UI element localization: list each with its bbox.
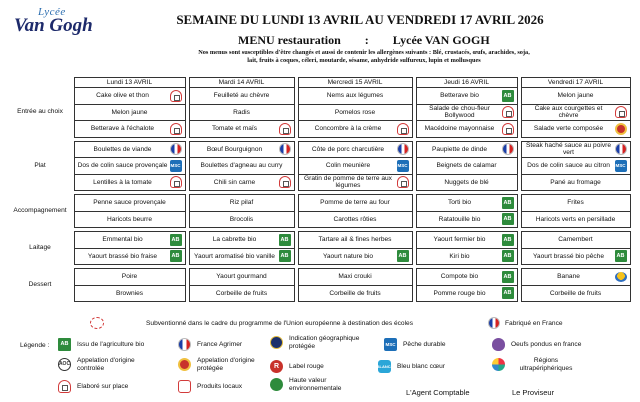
menu-cell — [416, 104, 517, 121]
dish-name: Feuilleté au chèvre — [213, 92, 270, 99]
menu-row — [10, 269, 630, 286]
aop-icon — [615, 123, 627, 135]
ab-icon: AB — [502, 234, 514, 246]
sun-icon — [615, 272, 627, 282]
ab-icon: AB — [502, 213, 514, 225]
flag-icon — [397, 143, 409, 155]
flag-icon — [488, 317, 500, 329]
legend-item-peche — [384, 338, 446, 351]
menu-cell — [189, 121, 294, 138]
msc-icon: MSC — [615, 160, 627, 172]
category-label: Entrée au choix — [17, 108, 63, 116]
aop-icon — [178, 358, 191, 371]
funding-text: Subventionné dans le cadre du programme de l'Union européenne à destination des écoles — [146, 320, 414, 327]
menu-cell — [74, 141, 185, 158]
menu-cell — [298, 248, 412, 265]
menu-cell — [189, 285, 294, 302]
legend-label: Produits locaux — [197, 382, 243, 390]
subtitle-separator: : — [364, 33, 369, 47]
dish-name: Yaourt gourmand — [216, 273, 267, 280]
house-icon — [170, 123, 182, 135]
dish-name: Camembert — [558, 236, 593, 243]
menu-row — [10, 285, 630, 302]
menu-cell — [298, 141, 412, 158]
menu-cell — [74, 195, 185, 212]
legend-label: Régions ultrapériphériques — [519, 357, 573, 372]
dish-name: Betterave bio — [440, 92, 479, 99]
menu-row — [10, 104, 630, 121]
msc-icon: MSC — [384, 338, 397, 351]
dish-name: Dos de colin sauce provençale — [77, 162, 168, 169]
menu-row — [10, 195, 630, 212]
menu-cell — [298, 269, 412, 286]
dish-name: Chili sin carne — [213, 178, 256, 186]
dish-name: Penne sauce provençale — [93, 199, 166, 206]
menu-cell — [74, 174, 185, 191]
ab-icon: AB — [279, 250, 291, 262]
legend-item-bbc — [364, 360, 446, 373]
menu-cell — [298, 174, 412, 191]
menu-cell — [416, 248, 517, 265]
menu-cell — [298, 104, 412, 121]
ab-icon: AB — [502, 271, 514, 283]
dish-name: La cabrette bio — [212, 236, 257, 243]
menu-cell — [416, 158, 517, 175]
legend-label: Appelation d'origine protégée — [197, 357, 255, 372]
menu-cell — [416, 232, 517, 249]
dish-name: Salade verte composée — [533, 125, 604, 132]
menu-cell — [416, 285, 517, 302]
menu-cell — [189, 269, 294, 286]
category-label: Laitage — [29, 244, 51, 251]
house-icon — [397, 123, 409, 135]
day-header: Vendredi 17 AVRIL — [521, 78, 630, 88]
menu-cell — [74, 248, 185, 265]
aoc-icon: AOC — [58, 358, 71, 371]
dish-name: Nems aux légumes — [326, 92, 384, 99]
allergen-notice: Nos menus sont susceptibles d'être changés et aussi de contenir les allergènes suivants : Blé, crustacés, œufs, arachides, soja, lait, fruits à coques, céleri, moutarde, sésame, anhydride sulfureux, lupin et mollusques — [198, 49, 530, 64]
menu-row — [10, 141, 630, 158]
dish-name: Bœuf Bourguignon — [206, 145, 263, 153]
menu-cell — [74, 269, 185, 286]
made-in-france-text: Fabriqué en France — [505, 320, 563, 327]
igp-icon — [270, 336, 283, 349]
legend-item-bio — [58, 338, 144, 351]
menu-cell — [298, 285, 412, 302]
signature-proviseur: Le Proviseur — [512, 388, 555, 397]
menu-cell — [74, 104, 185, 121]
menu-cell — [298, 88, 412, 105]
menu-cell — [298, 195, 412, 212]
legend-item-local — [178, 380, 242, 393]
menu-cell — [74, 88, 185, 105]
menu-cell — [189, 104, 294, 121]
subtitle-right: Lycée VAN GOGH — [392, 33, 490, 47]
msc-icon: MSC — [170, 160, 182, 172]
dish-name: Boulettes de viande — [93, 145, 152, 153]
subtitle-left: MENU restauration — [238, 33, 341, 47]
dish-name: Pomme de terre au four — [320, 199, 390, 206]
menu-cell — [74, 211, 185, 228]
legend-item-maison — [58, 380, 128, 393]
menu-table — [10, 77, 631, 302]
menu-cell — [521, 141, 630, 158]
menu-cell — [521, 285, 630, 302]
dish-name: Gratin de pomme de terre aux légumes — [304, 174, 392, 190]
dish-name: Tartare ail & fines herbes — [318, 236, 392, 243]
menu-row — [10, 248, 630, 265]
dish-name: Brocolis — [229, 215, 254, 223]
menu-cell — [74, 121, 185, 138]
dish-name: Banane — [557, 273, 580, 280]
dish-name: Frites — [567, 199, 584, 206]
ab-icon: AB — [615, 250, 627, 262]
day-header: Mercredi 15 AVRIL — [298, 78, 412, 88]
bleu-blanc-coeur-icon: BLEU-BLANC-CŒUR — [378, 360, 391, 373]
category-label: Plat — [34, 161, 46, 169]
menu-cell — [521, 174, 630, 191]
menu-cell — [189, 248, 294, 265]
menu-row — [10, 158, 630, 175]
legend-label: Oeufs pondus en france — [511, 340, 582, 348]
dish-name: Lentilles à la tomate — [93, 178, 152, 186]
dish-name: Corbeille de fruits — [329, 289, 381, 297]
dish-name: Corbeille de fruits — [215, 289, 268, 297]
menu-cell — [416, 88, 517, 105]
legend-label: Elaboré sur place — [77, 382, 129, 390]
dish-name: Poire — [121, 273, 138, 280]
eu-funding-note — [90, 317, 590, 331]
ab-icon: AB — [170, 250, 182, 262]
dish-name: Salade de chou-fleur Bollywood — [429, 104, 490, 120]
menu-cell — [189, 232, 294, 249]
menu-row — [10, 232, 630, 249]
dish-name: Dos de colin sauce au citron — [527, 162, 610, 169]
dish-name: Riz pilaf — [229, 199, 254, 206]
egg-icon — [492, 338, 505, 351]
dish-name: Compote bio — [440, 273, 479, 280]
dish-name: Haricots beurre — [106, 215, 153, 223]
hve-icon — [270, 378, 283, 391]
menu-cell — [416, 211, 517, 228]
menu-cell — [189, 88, 294, 105]
dish-name: Steak haché sauce au poivre vert — [525, 141, 612, 157]
page-subtitle — [238, 33, 488, 48]
dish-name: Yaourt fermier bio — [433, 236, 486, 243]
ab-icon: AB — [502, 287, 514, 299]
menu-cell — [74, 158, 185, 175]
dish-name: Ratatouille bio — [438, 215, 481, 223]
menu-cell — [416, 141, 517, 158]
house-icon — [170, 176, 182, 188]
day-header-row — [10, 78, 630, 88]
day-header: Jeudi 16 AVRIL — [416, 78, 517, 88]
dish-name: Concombre à la crème — [314, 125, 382, 132]
school-logo — [8, 6, 120, 40]
dish-name: Radis — [233, 108, 250, 116]
menu-cell — [298, 211, 412, 228]
dish-name: Beignets de calamar — [436, 162, 497, 169]
house-icon — [502, 106, 514, 118]
dish-name: Melon jaune — [111, 108, 148, 116]
legend-item-igp — [270, 335, 369, 350]
menu-cell — [521, 269, 630, 286]
house-icon — [58, 380, 71, 393]
legend-item-aoc — [58, 357, 149, 372]
menu-row — [10, 211, 630, 228]
dish-name: Emmental bio — [102, 236, 143, 243]
legend-label: Bleu blanc cœur — [397, 362, 446, 370]
legend-title: Légende : — [20, 342, 50, 349]
legend-item-oeufs — [492, 338, 581, 351]
legend-item-aop — [178, 357, 269, 372]
dish-name: Haricots verts en persillade — [535, 215, 616, 223]
ab-icon: AB — [170, 234, 182, 246]
house-icon — [397, 176, 409, 188]
menu-cell — [521, 232, 630, 249]
dish-name: Torti bio — [447, 199, 472, 206]
dish-name: Kiri bio — [449, 252, 470, 260]
legend-label: Issu de l'agriculture bio — [77, 340, 145, 348]
france-agrimer-icon — [178, 338, 191, 351]
dish-name: Yaourt brassé bio fraise — [87, 252, 158, 260]
menu-cell — [521, 88, 630, 105]
legend-item-agrimer — [178, 338, 242, 351]
dish-name: Carottes rôties — [333, 215, 377, 223]
dish-name: Macédoine mayonnaise — [424, 125, 495, 132]
ab-icon: AB — [502, 90, 514, 102]
category-label: Dessert — [28, 281, 52, 288]
menu-cell — [189, 195, 294, 212]
dish-name: Pané au fromage — [550, 178, 601, 186]
msc-icon: MSC — [397, 160, 409, 172]
legend-label: France Agrimer — [197, 340, 243, 348]
dish-name: Yaourt nature bio — [322, 252, 374, 260]
menu-cell — [416, 121, 517, 138]
dish-name: Maxi crouki — [338, 273, 372, 280]
menu-cell — [521, 195, 630, 212]
dish-name: Cake olive et thon — [96, 92, 149, 99]
legend-label: Label rouge — [289, 362, 324, 370]
house-icon — [170, 90, 182, 102]
flag-icon — [615, 143, 627, 155]
menu-cell — [189, 141, 294, 158]
ab-icon: AB — [397, 250, 409, 262]
house-icon — [279, 176, 291, 188]
logo-top-text: Lycée — [38, 6, 66, 18]
legend-label: Indication géographique protégée — [289, 335, 360, 350]
menu-cell — [298, 232, 412, 249]
dish-name: Colin meunière — [325, 162, 371, 169]
legend-item-rup — [492, 357, 581, 372]
menu-cell — [189, 211, 294, 228]
dish-name: Yaourt aromatisé bio vanille — [194, 252, 275, 260]
dish-name: Tomate et maïs — [211, 125, 258, 132]
page-title: SEMAINE DU LUNDI 13 AVRIL AU VENDREDI 17 AVRIL 2026 — [176, 12, 544, 27]
menu-cell — [521, 211, 630, 228]
flag-icon — [279, 143, 291, 155]
eu-school-program-icon — [90, 317, 104, 329]
menu-row — [10, 121, 630, 138]
signature-agent: L'Agent Comptable — [406, 388, 470, 397]
legend-label: Haute valeur environnementale — [289, 377, 342, 392]
house-icon — [502, 123, 514, 135]
menu-cell — [521, 121, 630, 138]
dish-name: Yaourt brassé bio pêche — [533, 252, 604, 260]
logo-main-text: Van Gogh — [14, 15, 93, 36]
category-label: Accompagnement — [13, 207, 67, 214]
dish-name: Nuggets de blé — [444, 178, 489, 186]
dish-name: Pomme rouge bio — [433, 289, 486, 297]
dish-name: Cake aux courgettes et chèvre — [534, 104, 603, 120]
legend-label: Appelation d'origine controlée — [77, 357, 135, 372]
menu-cell — [74, 285, 185, 302]
legend-label: Pêche durable — [403, 340, 446, 348]
house-icon — [615, 106, 627, 118]
menu-cell — [74, 232, 185, 249]
local-products-icon — [178, 380, 191, 393]
flag-icon — [170, 143, 182, 155]
ab-icon: AB — [502, 197, 514, 209]
menu-row — [10, 174, 630, 191]
house-icon — [279, 123, 291, 135]
dish-name: Boulettes d'agneau au curry — [200, 162, 283, 169]
dish-name: Corbeille de fruits — [549, 289, 602, 297]
ab-icon: AB — [279, 234, 291, 246]
menu-cell — [189, 174, 294, 191]
dish-name: Melon jaune — [557, 92, 594, 99]
legend-item-label-rouge — [270, 360, 324, 373]
day-header: Lundi 13 AVRIL — [74, 78, 185, 88]
menu-cell — [298, 121, 412, 138]
day-header: Mardi 14 AVRIL — [189, 78, 294, 88]
menu-cell — [189, 158, 294, 175]
flag-icon — [502, 143, 514, 155]
menu-cell — [521, 158, 630, 175]
rup-icon — [492, 358, 505, 371]
dish-name: Brownies — [115, 289, 144, 297]
menu-cell — [521, 248, 630, 265]
label-rouge-icon: R — [270, 360, 283, 373]
menu-cell — [416, 174, 517, 191]
ab-icon: AB — [502, 250, 514, 262]
menu-cell — [521, 104, 630, 121]
dish-name: Paupiette de dinde — [432, 145, 487, 153]
ab-icon: AB — [58, 338, 71, 351]
menu-row — [10, 88, 630, 105]
dish-name: Côte de porc charcutière — [311, 145, 385, 153]
menu-cell — [416, 269, 517, 286]
menu-cell — [416, 195, 517, 212]
dish-name: Pomelos rose — [334, 108, 376, 116]
legend-item-hve — [270, 377, 375, 392]
menu-cell — [298, 158, 412, 175]
dish-name: Betterave à l'échalote — [90, 125, 155, 132]
